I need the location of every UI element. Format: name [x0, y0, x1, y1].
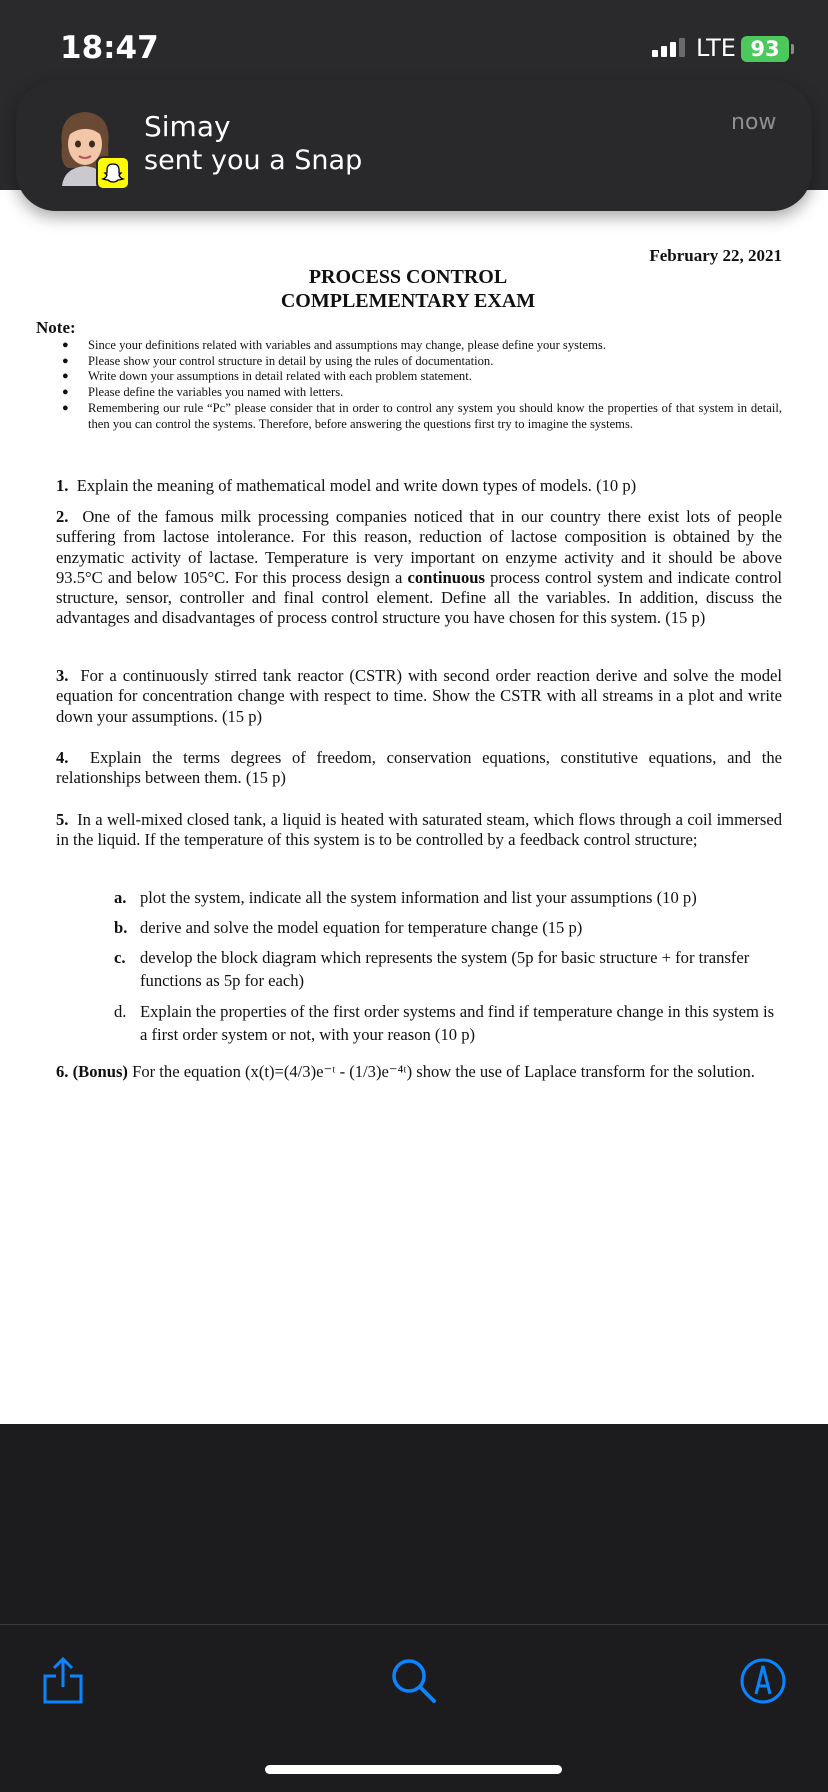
- question-5: 5. In a well-mixed closed tank, a liquid is heated with saturated steam, which flows through a coil immersed in the liquid. If the temperature of this system is to be controlled by a feedback control structure;: [56, 810, 783, 850]
- note-item: ● Please define the variables you named with letters.: [62, 385, 344, 400]
- snapchat-icon: [96, 156, 130, 190]
- status-time: 18:47: [60, 30, 159, 66]
- search-icon[interactable]: [389, 1656, 439, 1706]
- notification-sender: Simay: [144, 110, 231, 143]
- network-type: LTE: [696, 34, 736, 62]
- question-5d: d. Explain the properties of the first order systems and find if temperature change in this system is a first order system or not, with your reason (10 p): [114, 1002, 775, 1044]
- exam-title-line1: PROCESS CONTROL: [308, 266, 508, 288]
- exam-date: February 22, 2021: [649, 246, 782, 265]
- question-1: 1. Explain the meaning of mathematical model and write down types of models. (10 p): [56, 476, 637, 495]
- question-4: 4. Explain the terms degrees of freedom, conservation equations, constitutive equations, and the relationships between them. (15 p): [56, 748, 782, 788]
- question-5b: b. derive and solve the model equation for temperature change (15 p): [114, 918, 583, 937]
- battery-icon: 93: [741, 36, 789, 62]
- exam-document: [0, 190, 828, 1424]
- notification-message: sent you a Snap: [144, 145, 363, 176]
- note-item: ● Write down your assumptions in detail related with each problem statement.: [62, 369, 472, 384]
- exam-title-line2: COMPLEMENTARY EXAM: [280, 290, 536, 312]
- cellular-signal-icon: [652, 38, 685, 57]
- home-indicator[interactable]: [265, 1765, 562, 1774]
- note-item: ● Please show your control structure in detail by using the rules of documentation.: [62, 353, 494, 368]
- note-item: ● Remembering our rule “Pc” please consider that in order to control any system you should know the properties of that system in detail, then you can control the systems. Therefore, before answering the questions first try to imagine the systems.: [62, 400, 782, 431]
- toolbar-divider: [0, 1624, 828, 1625]
- question-6: 6. (Bonus) For the equation (x(t)=(4/3)e⁻ᵗ - (1/3)e⁻⁴ᵗ) show the use of Laplace transform for the solution.: [56, 1062, 755, 1081]
- note-label: Note:: [36, 318, 76, 337]
- question-5a: a. plot the system, indicate all the system information and list your assumptions (10 p): [114, 888, 697, 907]
- battery-nub: [791, 44, 794, 54]
- question-5c: c. develop the block diagram which represents the system (5p for basic structure + for transfer functions as 5p for each): [114, 948, 750, 990]
- share-icon[interactable]: [39, 1656, 89, 1706]
- note-list: [62, 338, 782, 432]
- markup-icon[interactable]: [738, 1656, 788, 1706]
- question-3: 3. For a continuously stirred tank reactor (CSTR) with second order reaction derive and solve the model equation for concentration change with respect to time. Show the CSTR with all streams in a plot and write down your assumptions. (15 p): [56, 666, 782, 726]
- notification-time: now: [731, 110, 777, 135]
- snap-notification[interactable]: [16, 80, 812, 211]
- question-2: 2. One of the famous milk processing companies noticed that in our country there exist lots of people suffering from lactose intolerance. For this reason, reduction of lactose composition is obtained by the enzymatic activity of lactase. Temperature is very important on enzyme activity and it should be above 93.5°C and below 105°C. For this process design a continuous process control system and indicate control structure, sensor, controller and final control element. Define all the variables. In addition, discuss the advantages and disadvantages of process control structure you have chosen for this system. (15 p): [56, 507, 783, 628]
- note-item: ● Since your definitions related with variables and assumptions may change, please define your systems.: [62, 338, 606, 352]
